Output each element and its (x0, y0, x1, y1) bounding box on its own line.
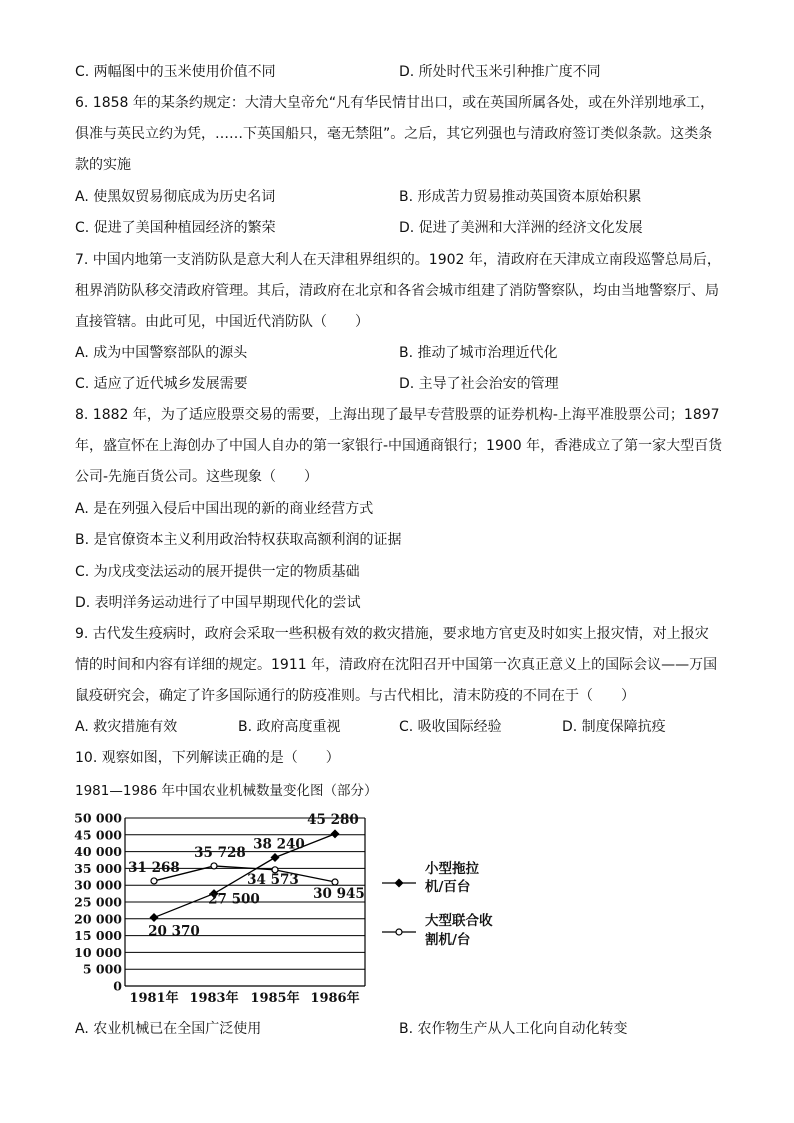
q7-option-c[interactable]: C. 适应了近代城乡发展需要 (75, 376, 248, 392)
circle-marker (151, 878, 157, 884)
q8-option-a[interactable]: A. 是在列强入侵后中国出现的新的商业经营方式 (75, 501, 374, 517)
y-tick-label: 30 000 (74, 877, 122, 893)
data-label: 30 945 (313, 886, 365, 903)
y-tick-label: 15 000 (74, 928, 122, 944)
q7-stem-line-3: 直接管辖。由此可见，中国近代消防队（ ） (75, 314, 369, 330)
q7-option-b[interactable]: B. 推动了城市治理近代化 (399, 345, 558, 361)
q9-option-a[interactable]: A. 救灾措施有效 (75, 719, 178, 735)
q9-stem-line-2: 情的时间和内容有详细的规定。1911 年，清政府在沈阳召开中国第一次真正意义上的国际会议——万国 (75, 657, 718, 673)
legend-label: 大型联合收 (425, 913, 493, 929)
q9-option-b[interactable]: B. 政府高度重视 (238, 719, 341, 735)
q8-stem-line-1: 8. 1882 年，为了适应股票交易的需要，上海出现了最早专营股票的证券机构-上海平准股票公司；1897 (75, 407, 720, 423)
circle-marker (211, 863, 217, 869)
q6-option-a[interactable]: A. 使黑奴贸易彻底成为历史名词 (75, 189, 276, 205)
y-tick-label: 5 000 (82, 961, 122, 977)
x-tick-label: 1981年 (129, 991, 179, 1006)
data-label: 45 280 (307, 811, 359, 828)
q7-option-a[interactable]: A. 成为中国警察部队的源头 (75, 345, 248, 361)
q7-stem-line-2: 租界消防队移交清政府管理。其后，清政府在北京和各省会城市组建了消防警察队，均由当地警察厅、局 (75, 283, 719, 299)
q9-option-d[interactable]: D. 制度保障抗疫 (562, 719, 666, 735)
chart-title: 1981—1986 年中国农业机械数量变化图（部分） (75, 783, 378, 799)
q6-stem-line-2: 俱准与英民立约为凭，……下英国船只，毫无禁阻”。之后，其它列强也与清政府签订类似条款。这类条 (75, 126, 713, 142)
y-tick-label: 45 000 (74, 827, 122, 843)
q8-stem-line-3: 公司-先施百货公司。这些现象（ ） (75, 469, 319, 485)
q10-option-a[interactable]: A. 农业机械已在全国广泛使用 (75, 1021, 262, 1037)
legend-label: 小型拖拉 (425, 861, 479, 877)
q8-stem-line-2: 年，盛宣怀在上海创办了中国人自办的第一家银行-中国通商银行；1900 年，香港成立了第一家大型百货 (75, 438, 723, 454)
data-label: 38 240 (253, 836, 305, 853)
circle-marker (332, 879, 338, 885)
y-tick-label: 20 000 (74, 911, 122, 927)
option-d-prev[interactable]: D. 所处时代玉米引种推广度不同 (399, 64, 601, 80)
data-label: 31 268 (128, 859, 180, 876)
q9-stem-line-1: 9. 古代发生疫病时，政府会采取一些积极有效的救灾措施，要求地方官吏及时如实上报灾情，对上报灾 (75, 626, 709, 642)
y-tick-label: 10 000 (74, 944, 122, 960)
q6-option-c[interactable]: C. 促进了美国种植园经济的繁荣 (75, 220, 276, 236)
line-chart (70, 805, 510, 1010)
q6-stem-line-3: 款的实施 (75, 157, 131, 173)
y-tick-label: 50 000 (74, 810, 122, 826)
data-label: 35 728 (194, 844, 246, 861)
x-tick-label: 1983年 (189, 991, 239, 1006)
q10-stem: 10. 观察如图，下列解读正确的是（ ） (75, 750, 340, 766)
q7-option-d[interactable]: D. 主导了社会治安的管理 (399, 376, 559, 392)
legend-label: 割机/台 (425, 932, 471, 948)
x-tick-label: 1985年 (250, 991, 300, 1006)
q8-option-c[interactable]: C. 为戊戌变法运动的展开提供一定的物质基础 (75, 564, 360, 580)
q9-option-c[interactable]: C. 吸收国际经验 (399, 719, 502, 735)
y-tick-label: 25 000 (74, 894, 122, 910)
q6-option-d[interactable]: D. 促进了美洲和大洋洲的经济文化发展 (399, 220, 643, 236)
q9-stem-line-3: 鼠疫研究会，确定了许多国际通行的防疫准则。与古代相比，清末防疫的不同在于（ ） (75, 688, 635, 704)
q8-option-d[interactable]: D. 表明洋务运动进行了中国早期现代化的尝试 (75, 595, 361, 611)
y-tick-label: 0 (113, 978, 122, 994)
legend-circle-marker (396, 929, 402, 935)
q7-stem-line-1: 7. 中国内地第一支消防队是意大利人在天津租界组织的。1902 年，清政府在天津成立南段巡警总局后， (75, 252, 721, 268)
q10-option-b[interactable]: B. 农作物生产从人工化向自动化转变 (399, 1021, 628, 1037)
y-tick-label: 35 000 (74, 860, 122, 876)
data-label: 27 500 (208, 891, 260, 908)
option-c-prev[interactable]: C. 两幅图中的玉米使用价值不同 (75, 64, 276, 80)
q6-option-b[interactable]: B. 形成苦力贸易推动英国资本原始积累 (399, 189, 642, 205)
legend-label: 机/百台 (425, 879, 471, 895)
diamond-marker (271, 853, 280, 862)
data-label: 34 573 (247, 871, 299, 888)
data-label: 20 370 (148, 923, 200, 940)
diamond-marker (331, 829, 340, 838)
legend-diamond-marker (395, 879, 404, 888)
q8-option-b[interactable]: B. 是官僚资本主义利用政治特权获取高额利润的证据 (75, 532, 402, 548)
y-tick-label: 40 000 (74, 844, 122, 860)
x-tick-label: 1986年 (310, 991, 360, 1006)
q6-stem-line-1: 6. 1858 年的某条约规定：大清大皇帝允“凡有华民情甘出口，或在英国所属各处，或在外洋别地承工， (75, 95, 715, 111)
diamond-marker (150, 913, 159, 922)
